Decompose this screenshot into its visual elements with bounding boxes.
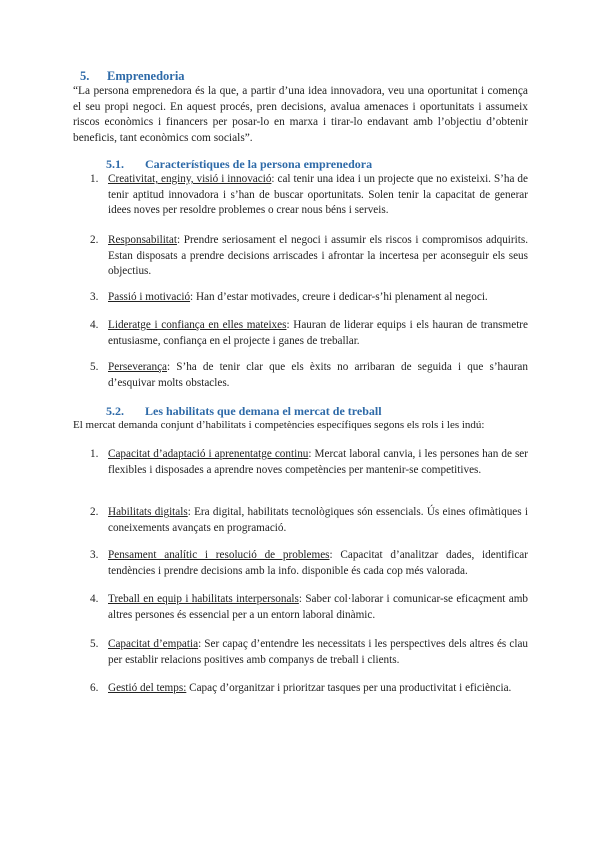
list-item-number: 2. (90, 234, 99, 246)
list-item-text: : S’ha de tenir clar que els èxits no arribaran de seguida i que s’hauran d’esquivar molts obstacles. (108, 361, 528, 389)
list-item-number: 3. (90, 291, 99, 303)
list-item-term: Pensament analític i resolució de problemes (108, 549, 330, 561)
list-item-text: : Mercat laboral canvia, i les persones han de ser flexibles i disposades a aprendre noves competències per mantenir-se competitives. (108, 448, 529, 476)
list-item-number: 3. (90, 549, 99, 561)
list-item-term: Creativitat, enginy, visió i innovació (108, 173, 272, 185)
list-item-text: : Prendre seriosament el negoci i assumir els riscos i compromisos adquirits. Estan disposats a prendre decisions arriscades i afrontar la incertesa per aconseguir els seus objectius. (108, 234, 528, 277)
list-item-number: 1. (90, 448, 99, 460)
list-item-number: 4. (90, 319, 99, 331)
list-item (90, 548, 528, 579)
list-item-number: 2. (90, 506, 99, 518)
list-item (90, 318, 528, 349)
list-item (90, 447, 528, 478)
intro-paragraph: “La persona emprenedora és la que, a partir d’una idea innovadora, veu una oportunitat i comença el seu propi negoci. En aquest procés, pren decisions, avalua amenaces i oportunitats i assumeix riscos econòmics i financers per posar-lo en marxa i tirar-lo endavant amb l’objectiu d’obtenir beneficis, tant econòmics com socials”. (73, 85, 528, 144)
list-item-term: Treball en equip i habilitats interpersonals (108, 593, 299, 605)
list-item-term: Passió i motivació (108, 291, 191, 303)
list-item-number: 6. (90, 682, 99, 694)
list-item-number: 4. (90, 593, 99, 605)
list-item-number: 5. (90, 361, 99, 373)
section-number: 5. (80, 69, 90, 83)
section-title: Emprenedoria (107, 69, 185, 83)
list-item-text: Capaç d’organitzar i prioritzar tasques per una productivitat i eficiència. (186, 682, 512, 694)
list-item-term: Habilitats digitals (108, 506, 188, 518)
section-number: 5.2. (106, 404, 124, 418)
list-item-term: Perseverança (108, 361, 168, 373)
list-item (90, 681, 528, 697)
list-item (90, 360, 528, 391)
list-item-term: Responsabilitat (108, 234, 177, 246)
list-item-term: Lideratge i confiança en elles mateixes (108, 319, 287, 331)
list-item (90, 172, 528, 219)
intro-paragraph: El mercat demanda conjunt d’habilitats i competències específiques segons els rols i les indú: (73, 419, 485, 431)
list-item (90, 290, 528, 306)
list-item (90, 233, 528, 280)
list-item-number: 1. (90, 173, 99, 185)
list-item (90, 637, 528, 668)
list-item-number: 5. (90, 638, 99, 650)
list-item (90, 592, 528, 623)
section-title: Les habilitats que demana el mercat de treball (145, 404, 382, 418)
list-item-term: Capacitat d’empatia (108, 638, 199, 650)
section-number: 5.1. (106, 157, 124, 171)
section-5-2-heading (106, 404, 382, 419)
list-item-text: : Saber col·laborar i comunicar-se eficaçment amb altres persones és essencial per a un entorn laboral dinàmic. (108, 593, 528, 621)
section-title: Característiques de la persona emprenedora (145, 157, 373, 171)
list-item-text: : cal tenir una idea i un projecte que no existeixi. S’ha de tenir aptitud innovadora i s’han de buscar oportunitats. Solen tenir la capacitat de generar idees noves per resoldre problemes o crear nous béns i serveis. (108, 173, 528, 216)
list-item-text: : Han d’estar motivades, creure i dedicar-s’hi plenament al negoci. (190, 291, 488, 303)
section-5-heading (80, 69, 185, 84)
list-item-text: : Era digital, habilitats tecnològiques són essencials. Ús eines ofimàtiques i coneixements avançats en programació. (108, 506, 528, 534)
list-item-term: Gestió del temps: (108, 682, 187, 694)
list-item-text: : Ser capaç d’entendre les necessitats i les perspectives dels altres és clau per establir relacions positives amb companys de treball i clients. (108, 638, 528, 666)
list-item-term: Capacitat d’adaptació i aprenentatge continu (108, 448, 309, 460)
list-item (90, 505, 528, 536)
section-5-1-heading (106, 157, 372, 172)
list-item-text: : Capacitat d’analitzar dades, identificar tendències i prendre decisions amb la info. disponible és cada cop més valorada. (108, 549, 528, 577)
list-item-text: : Hauran de liderar equips i els hauran de transmetre entusiasme, confiança en el projecte i ganes de treballar. (108, 319, 528, 347)
